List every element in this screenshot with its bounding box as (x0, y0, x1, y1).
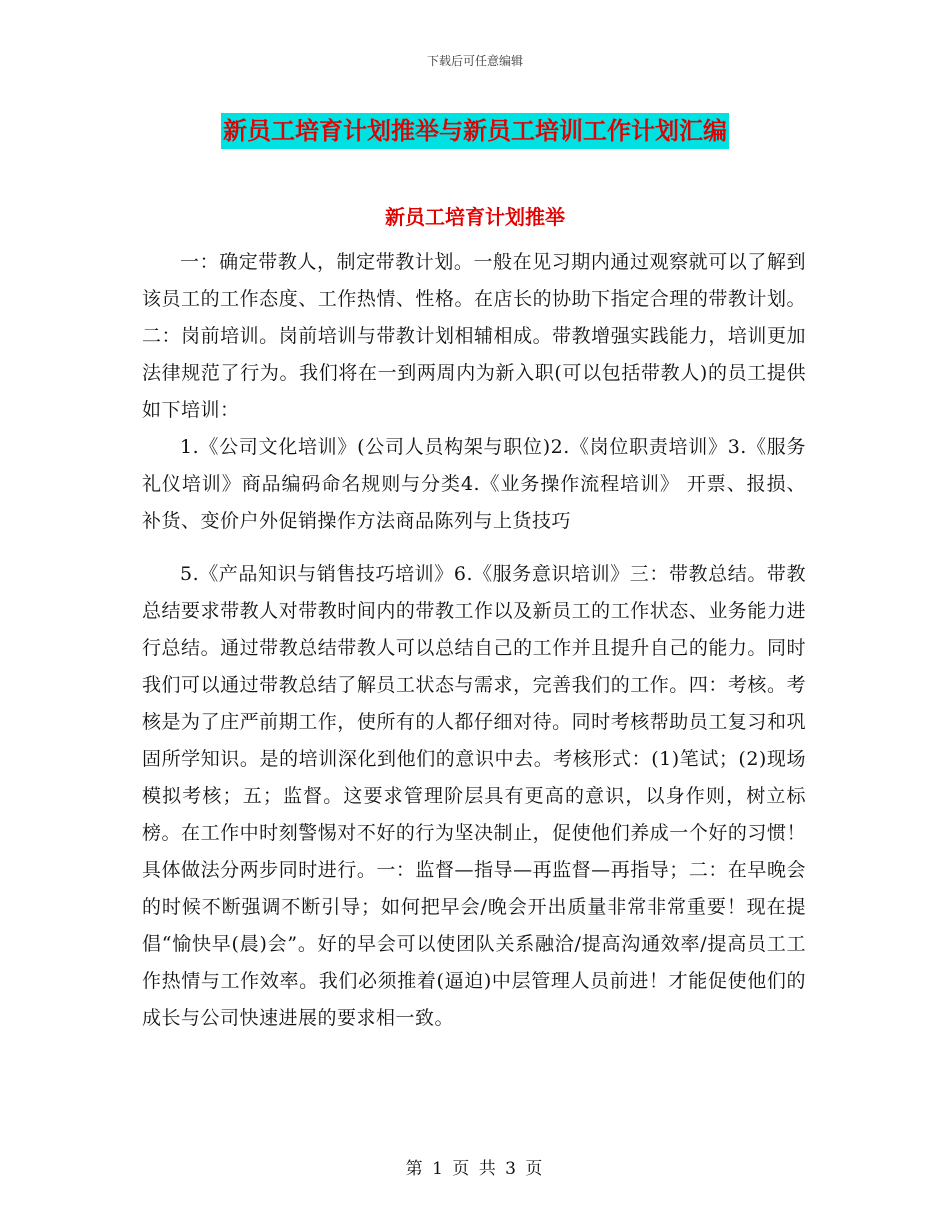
section-title: 新员工培育计划推举 (385, 205, 565, 229)
page-header-note: 下载后可任意编辑 (426, 54, 523, 68)
document-body (142, 244, 806, 1037)
page-number: 第 1 页 共 3 页 (405, 1159, 545, 1179)
document-title-wrapper (0, 113, 950, 149)
paragraph-3: 5.《产品知识与销售技巧培训》6.《服务意识培训》三：带教总结。带教总结要求带教人对带教时间内的带教工作以及新员工的工作状态、业务能力进行总结。通过带教总结带教人可以总结自己的工作并且提升自己的能力。同时我们可以通过带教总结了解员工状态与需求，完善我们的工作。四：考核。考核是为了庄严前期工作，使所有的人都仔细对待。同时考核帮助员工复习和巩固所学知识。是的培训深化到他们的意识中去。考核形式：(1)笔试；(2)现场模拟考核；五；监督。这要求管理阶层具有更高的意识，以身作则，树立标榜。在工作中时刻警惕对不好的行为坚决制止，促使他们养成一个好的习惯！具体做法分两步同时进行。一：监督—指导—再监督—再指导；二：在早晚会的时候不断强调不断引导；如何把早会/晚会开出质量非常非常重要！现在提倡“愉快早(晨)会”。好的早会可以使团队关系融洽/提高沟通效率/提高员工工作热情与工作效率。我们必须推着(逼迫)中层管理人员前进！才能促使他们的成长与公司快速进展的要求相一致。 (142, 563, 806, 1029)
paragraph-2: 1.《公司文化培训》(公司人员构架与职位)2.《岗位职责培训》3.《服务礼仪培训》商品编码命名规则与分类4.《业务操作流程培训》 开票、报损、补货、变价户外促销操作方法商品陈列与上货技巧 (142, 436, 806, 532)
paragraph-1: 一：确定带教人，制定带教计划。一般在见习期内通过观察就可以了解到该员工的工作态度、工作热情、性格。在店长的协助下指定合理的带教计划。二：岗前培训。岗前培训与带教计划相辅相成。带教增强实践能力，培训更加法律规范了行为。我们将在一到两周内为新入职(可以包括带教人)的员工提供如下培训： (142, 251, 806, 421)
paragraph-gap (142, 540, 806, 556)
document-title: 新员工培育计划推举与新员工培训工作计划汇编 (221, 113, 729, 149)
